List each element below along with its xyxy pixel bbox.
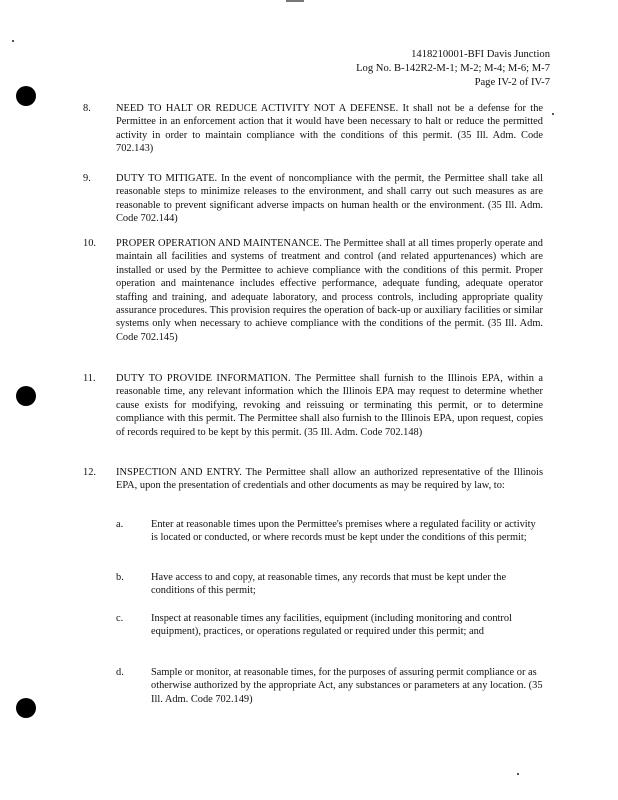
condition-text: NEED TO HALT OR REDUCE ACTIVITY NOT A DEFENSE. It shall not be a defense for the Permittee in an enforcement action that it would have been necessary to halt or reduce the permitted activity in order to maintain compliance with the conditions of this permit. (35 Ill. Adm. Code 702.143): [116, 103, 543, 155]
condition-text: INSPECTION AND ENTRY. The Permittee shall allow an authorized representative of the Illinois EPA, upon the presentation of credentials and other documents as may be required by law, to:: [116, 467, 543, 492]
scan-speck: [517, 773, 519, 775]
condition-number: 12.: [83, 467, 96, 478]
subcondition-letter: a.: [116, 519, 124, 530]
header-log-number: Log No. B-142R2-M-1; M-2; M-4; M-6; M-7: [356, 63, 550, 74]
punch-hole: [16, 86, 36, 106]
subcondition-b: [116, 571, 544, 598]
subcondition-letter: d.: [116, 667, 124, 678]
scan-speck: [552, 113, 554, 115]
header-permit-id: 1418210001-BFI Davis Junction: [411, 49, 550, 60]
subcondition-letter: b.: [116, 572, 124, 583]
subcondition-text: Have access to and copy, at reasonable times, any records that must be kept under the conditions of this permit;: [151, 572, 507, 597]
punch-hole: [16, 698, 36, 718]
scan-speck: [12, 40, 14, 42]
condition-10: [83, 237, 543, 344]
subcondition-text: Enter at reasonable times upon the Permittee's premises where a regulated facility or activity is located or conducted, or where records must be kept under the conditions of this permit;: [151, 519, 536, 544]
condition-number: 11.: [83, 373, 96, 384]
subcondition-a: [116, 518, 544, 545]
condition-number: 10.: [83, 238, 96, 249]
condition-text: DUTY TO MITIGATE. In the event of noncompliance with the permit, the Permittee shall take all reasonable steps to minimize releases to the environment, and shall carry out such measures as are reasonable to prevent significant adverse impacts on human health or the environment. (35 Ill. Adm. Code 702.144): [116, 173, 543, 225]
subcondition-text: Inspect at reasonable times any facilities, equipment (including monitoring and control equipment), practices, or operations regulated or required under this permit; and: [151, 613, 512, 638]
condition-9: [83, 172, 543, 226]
condition-11: [83, 372, 543, 439]
condition-text: DUTY TO PROVIDE INFORMATION. The Permittee shall furnish to the Illinois EPA, within a reasonable time, any relevant information which the Illinois EPA may request to determine whether cause exists for modifying, revoking and reissuing or terminating this permit, or to determine compliance with this permit. The Permittee shall also furnish to the Illinois EPA, upon request, copies of records required to be kept by this permit. (35 Ill. Adm. Code 702.148): [116, 373, 543, 438]
document-header: [356, 48, 550, 90]
condition-8: [83, 102, 543, 156]
punch-hole: [16, 386, 36, 406]
header-page-number: Page IV-2 of IV-7: [474, 77, 550, 88]
subcondition-text: Sample or monitor, at reasonable times, for the purposes of assuring permit compliance or as otherwise authorized by the appropriate Act, any substances or parameters at any location. (35 Ill. Adm. Code 702.149): [151, 667, 543, 705]
scan-mark: [286, 0, 304, 2]
subcondition-c: [116, 612, 544, 639]
condition-number: 8.: [83, 103, 91, 114]
condition-number: 9.: [83, 173, 91, 184]
condition-text: PROPER OPERATION AND MAINTENANCE. The Permittee shall at all times properly operate and maintain all facilities and systems of treatment and control (and related appurtenances) which are installed or used by the Permittee to achieve compliance with the conditions of this permit. Proper operation and maintenance includes effective performance, adequate funding, adequate operator staffing and training, and adequate laboratory, and process controls, including appropriate quality assurance procedures. This provision requires the operation of back-up or auxiliary facilities or similar systems only when necessary to achieve compliance with the conditions of the permit. (35 Ill. Adm. Code 702.145): [116, 238, 543, 343]
subcondition-letter: c.: [116, 613, 124, 624]
condition-12: [83, 466, 543, 493]
subcondition-d: [116, 666, 544, 706]
